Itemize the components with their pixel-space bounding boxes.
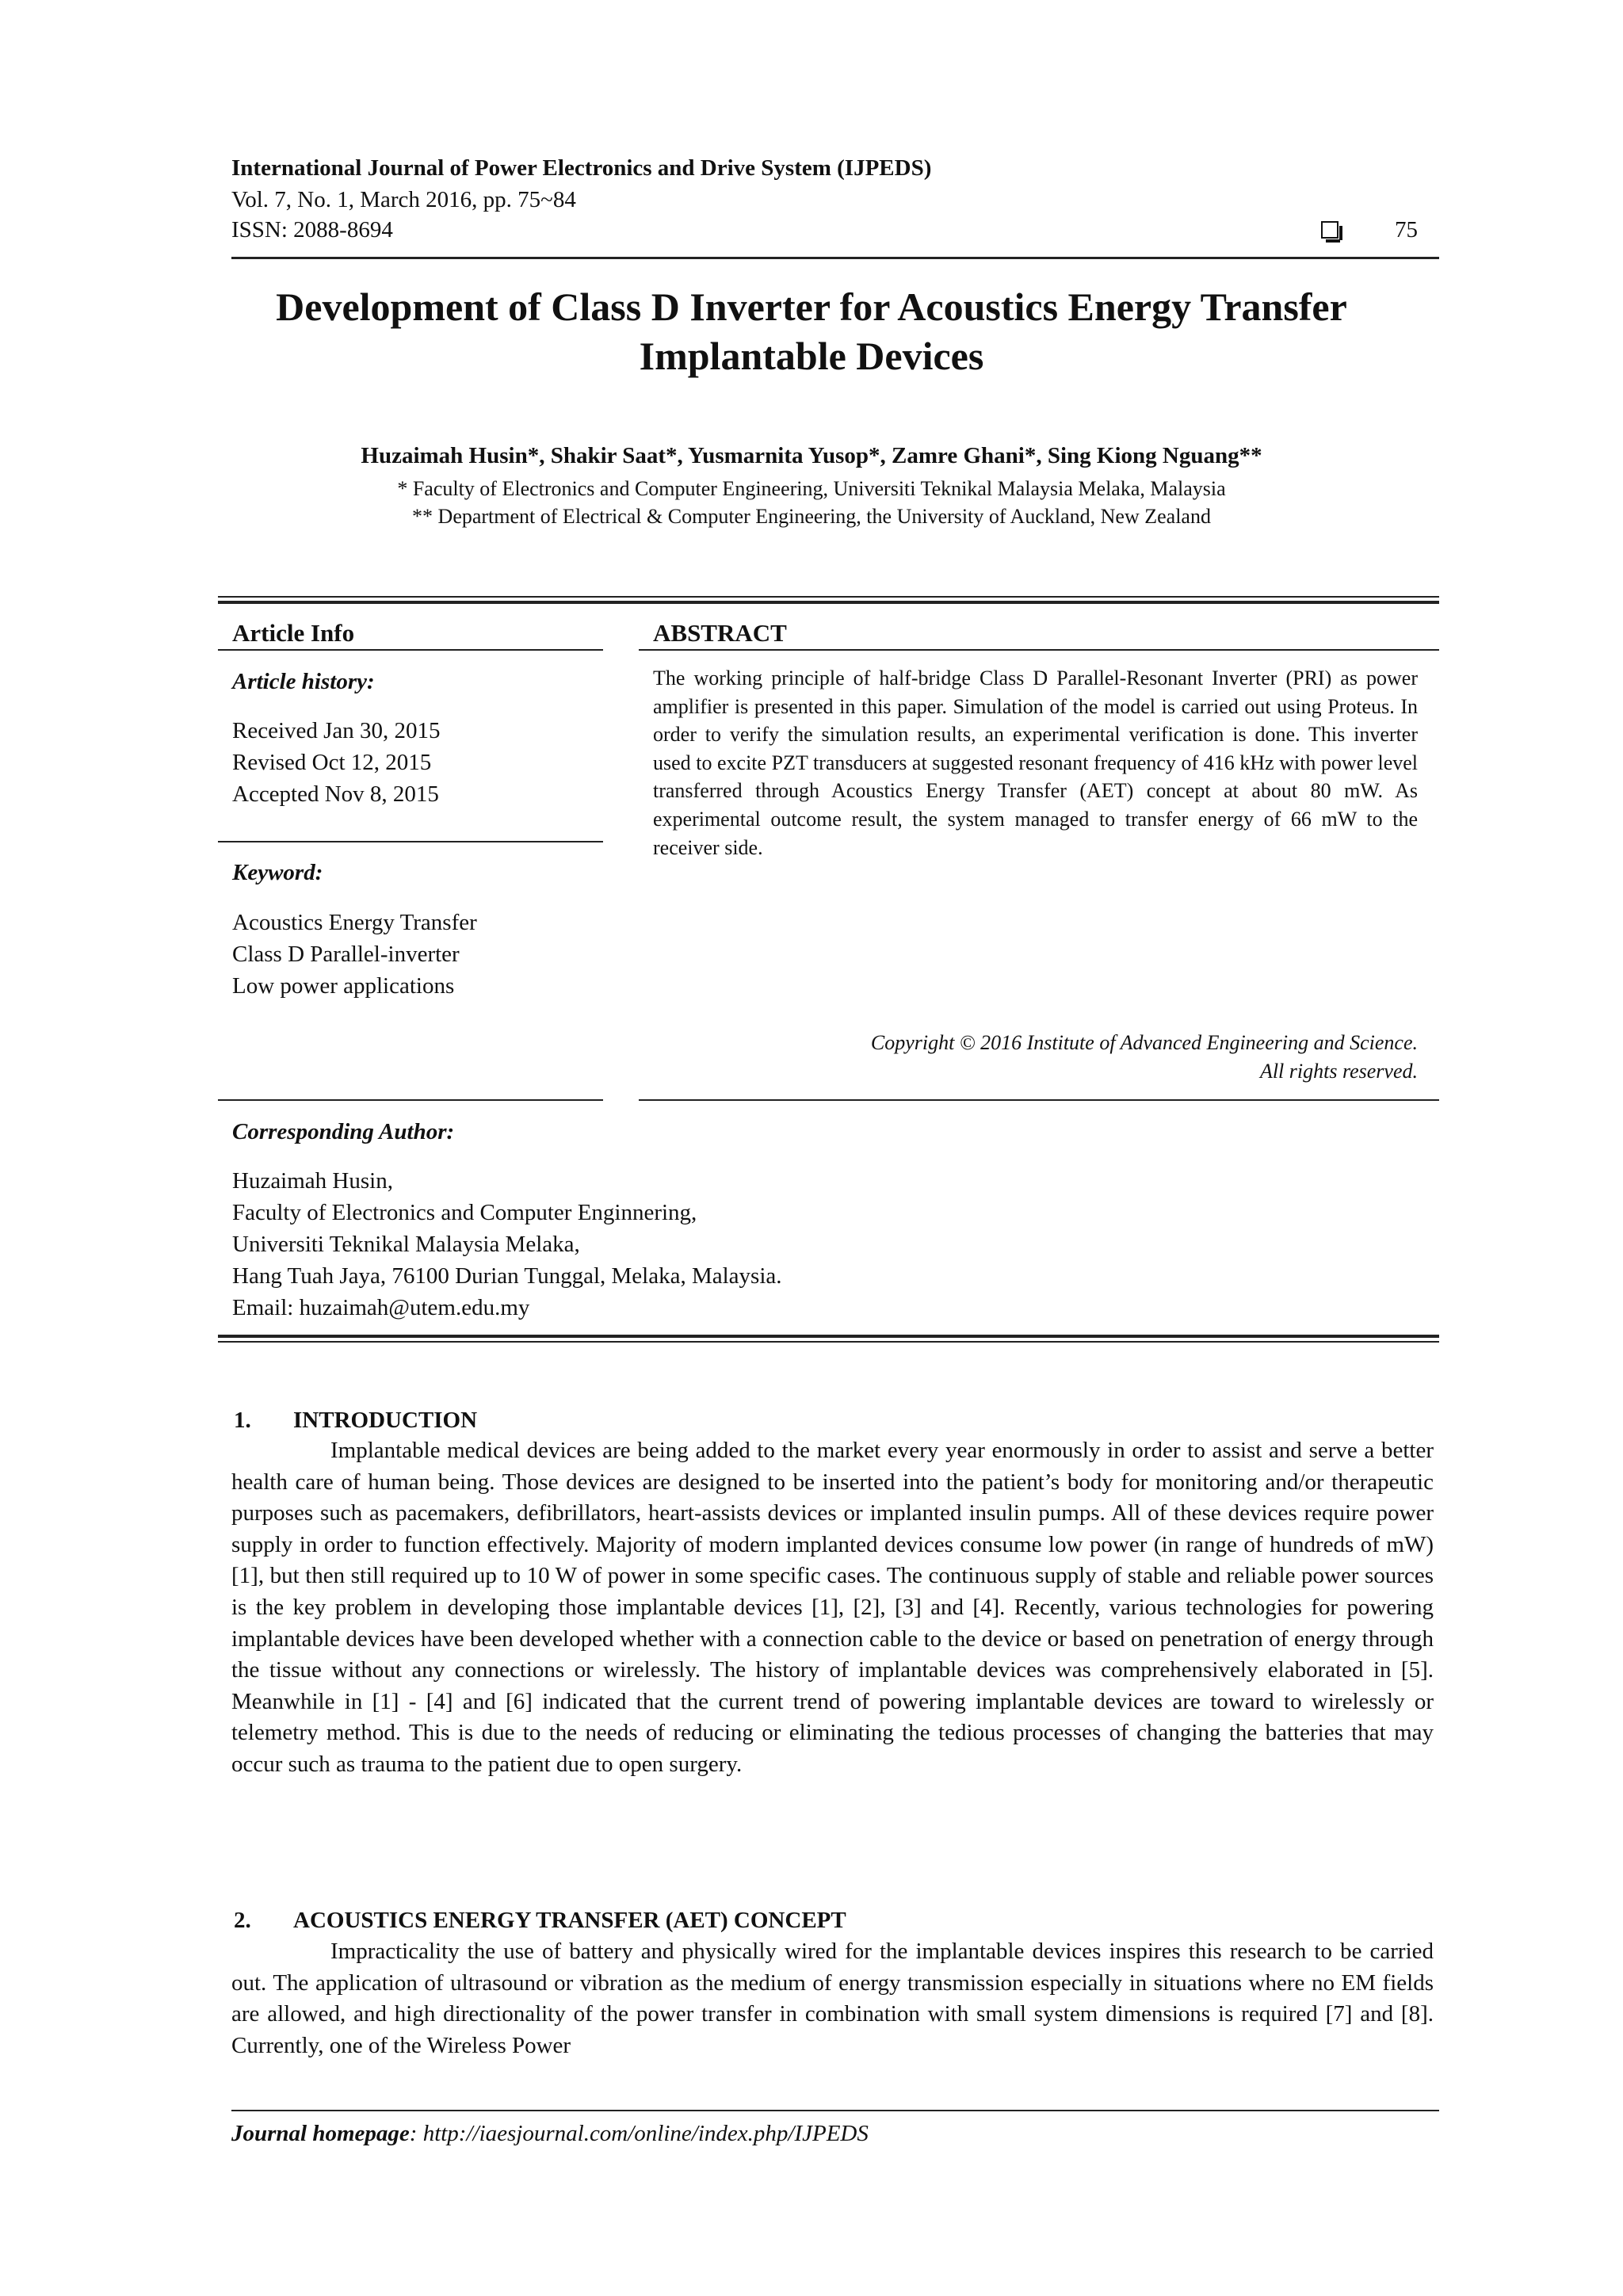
keyword-item: Low power applications — [232, 973, 455, 999]
article-info-bottom-rule — [218, 1099, 603, 1101]
section-paragraph: Implantable medical devices are being added to the market every year enormously in order to assist and serve a better health care of human being. Those devices are designed to be inserted into the patient’s body for monitoring and/or therapeutic purposes such as pacemakers, defibrillators, heart-assists devices or implanted insulin pumps. All of these devices require power supply in order to function effectively. Majority of modern implanted devices consume low power (in range of hundreds of mW) [1], but then still required up to 10 W of power in some specific cases. The continuous supply of stable and reliable power sources is the key problem in developing those implantable devices [1], [2], [3] and [4]. Recently, various technologies for powering implantable devices have been developed whether with a connection cable to the device or based on penetration of energy through the tissue without any connections or wirelessly. The history of implantable devices was comprehensively elaborated in [5]. Meanwhile in [1] - [4] and [6] indicated that the current trend of powering implantable devices are toward to wirelessly or telemetry method. This is due to the needs of reducing or eliminating the tedious processes of changing the batteries that may occur such as trauma to the patient due to open surgery. — [231, 1438, 1434, 1777]
keyword-item: Acoustics Energy Transfer — [232, 910, 477, 935]
page-number: 75 — [1395, 217, 1418, 243]
keyword-rule — [218, 841, 603, 842]
copyright-line-1: Copyright © 2016 Institute of Advanced Engineering and Science. — [870, 1031, 1418, 1054]
copyright-line-2: All rights reserved. — [1259, 1060, 1418, 1083]
affiliation-1: * Faculty of Electronics and Computer Engineering, Universiti Teknikal Malaysia Melaka, Malaysia — [397, 477, 1226, 500]
abstract-rule — [639, 649, 1439, 651]
corresponding-university: Universiti Teknikal Malaysia Melaka, — [232, 1232, 580, 1257]
history-revised: Revised Oct 12, 2015 — [232, 750, 432, 775]
corresponding-faculty: Faculty of Electronics and Computer Enginnering, — [232, 1200, 697, 1225]
journal-volume: Vol. 7, No. 1, March 2016, pp. 75~84 — [231, 187, 576, 212]
corresponding-author-block — [232, 1165, 782, 1324]
article-info-heading: Article Info — [232, 619, 355, 647]
infobox-bottom-rule — [218, 1341, 1439, 1343]
corresponding-author-label: Corresponding Author: — [232, 1119, 455, 1144]
corresponding-address: Hang Tuah Jaya, 76100 Durian Tunggal, Melaka, Malaysia. — [232, 1263, 782, 1289]
paper-title-line-1: Development of Class D Inverter for Acoustics Energy Transfer — [276, 285, 1347, 329]
article-history-list — [232, 715, 441, 810]
article-history-label: Article history: — [232, 669, 375, 694]
infobox-bottom-rule-thick — [218, 1335, 1439, 1338]
section-number: 1. — [234, 1408, 251, 1433]
affiliation-2: ** Department of Electrical & Computer Engineering, the University of Auckland, New Zealand — [412, 505, 1211, 528]
abstract-heading: ABSTRACT — [653, 619, 787, 647]
journal-homepage — [231, 2121, 869, 2147]
page-box-icon — [1321, 221, 1338, 239]
section-title: INTRODUCTION — [293, 1408, 478, 1433]
section-paragraph: Impracticality the use of battery and physically wired for the implantable devices inspires this research to be carried out. The application of ultrasound or vibration as the medium of energy transmission especially in situations where no EM fields are allowed, and high directionality of the power transfer in combination with small system dimensions is required [7] and [8]. Currently, one of the Wireless Power — [231, 1939, 1434, 2058]
section-number: 2. — [234, 1908, 251, 1933]
homepage-label: Journal homepage — [231, 2121, 410, 2146]
history-received: Received Jan 30, 2015 — [232, 718, 441, 743]
journal-issn: ISSN: 2088-8694 — [231, 217, 393, 243]
section-heading — [234, 1908, 846, 1934]
keyword-list — [232, 907, 477, 1002]
paper-title — [158, 282, 1465, 380]
paper-title-line-2: Implantable Devices — [639, 334, 984, 378]
corresponding-name: Huzaimah Husin, — [232, 1168, 393, 1194]
keyword-item: Class D Parallel-inverter — [232, 942, 460, 967]
corresponding-email: Email: huzaimah@utem.edu.my — [232, 1295, 530, 1320]
keyword-label: Keyword: — [232, 860, 323, 885]
header-rule — [231, 257, 1439, 259]
journal-name: International Journal of Power Electronics and Drive System (IJPEDS) — [231, 155, 932, 181]
infobox-top-rule-thick — [218, 601, 1439, 604]
footer-rule — [231, 2110, 1439, 2111]
history-accepted: Accepted Nov 8, 2015 — [232, 781, 439, 807]
homepage-url[interactable]: : http://iaesjournal.com/online/index.php/IJPEDS — [409, 2121, 869, 2146]
section-heading — [234, 1408, 477, 1434]
abstract-bottom-rule — [639, 1099, 1439, 1101]
abstract-text: The working principle of half-bridge Class D Parallel-Resonant Inverter (PRI) as power amplifier is presented in this paper. Simulation of the model is carried out using Proteus. In order to verify the simulation results, an experimental verification is done. This inverter used to excite PZT transducers at suggested resonant frequency of 416 kHz with power level transferred through Acoustics Energy Transfer (AET) concept at about 80 mW. As experimental outcome result, the system managed to transfer energy of 66 mW to the receiver side. — [653, 667, 1418, 859]
section-title: ACOUSTICS ENERGY TRANSFER (AET) CONCEPT — [293, 1908, 846, 1933]
author-list: Huzaimah Husin*, Shakir Saat*, Yusmarnita Yusop*, Zamre Ghani*, Sing Kiong Nguang** — [361, 443, 1262, 468]
infobox-top-rule — [218, 596, 1439, 598]
article-info-rule — [218, 649, 603, 651]
